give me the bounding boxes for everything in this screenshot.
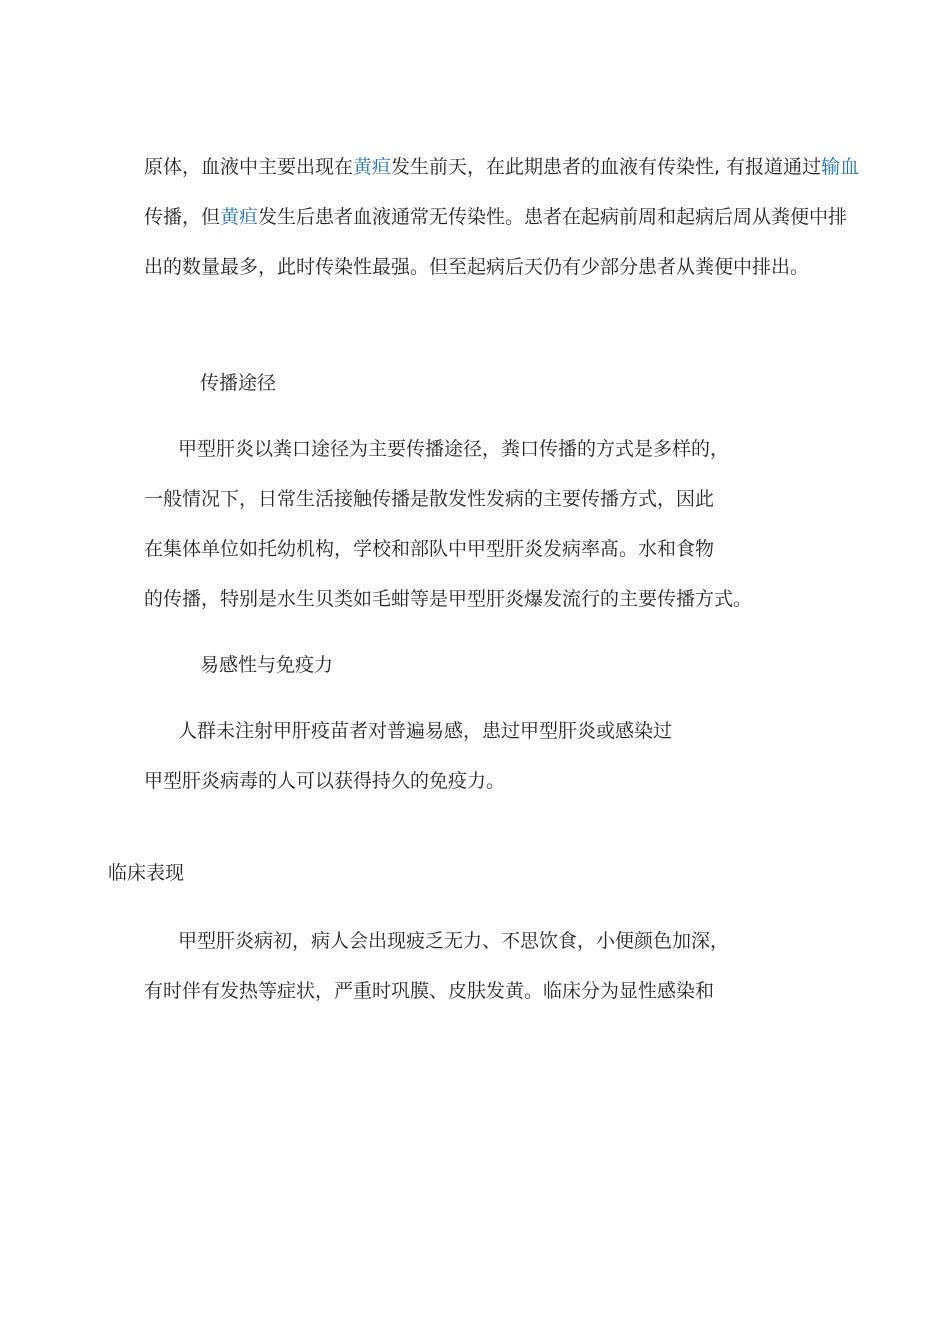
- paragraph-1-line-1: [144, 154, 859, 180]
- link-jaundice[interactable]: 黄疸: [220, 206, 259, 228]
- section-heading-transmission: 传播途径: [200, 372, 277, 394]
- transmission-line-1: 甲型肝炎以粪口途径为主要传播途径，粪口传播的方式是多样的，: [178, 438, 730, 460]
- susceptibility-line-1: 人群未注射甲肝疫苗者对普遍易感，患过甲型肝炎或感染过: [178, 720, 673, 742]
- link-jaundice[interactable]: 黄疸: [353, 156, 392, 178]
- link-blood-transfusion[interactable]: 输血: [821, 156, 860, 178]
- text-segment: 传播，但: [144, 206, 221, 228]
- clinical-line-1: 甲型肝炎病初，病人会出现疲乏无力、不思饮食，小便颜色加深，: [178, 930, 730, 952]
- transmission-line-4: 的传播，特别是水生贝类如毛蚶等是甲型肝炎爆发流行的主要传播方式。: [144, 588, 753, 610]
- text-segment: 发生后患者血液通常无传染性。患者在起病前周和起病后周从粪便中排: [258, 206, 848, 228]
- paragraph-1-line-2: [144, 204, 847, 230]
- paragraph-1-line-3: 出的数量最多，此时传染性最强。但至起病后天仍有少部分患者从粪便中排出。: [144, 256, 810, 278]
- transmission-line-2: 一般情况下，日常生活接触传播是散发性发病的主要传播方式，因此: [144, 488, 715, 510]
- transmission-line-3: 在集体单位如托幼机构，学校和部队中甲型肝炎发病率髙。水和食物: [144, 538, 715, 560]
- section-heading-susceptibility: 易感性与免疫力: [200, 654, 334, 676]
- susceptibility-line-2: 甲型肝炎病毒的人可以获得持久的免疫力。: [144, 770, 506, 792]
- section-heading-clinical: 临床表现: [108, 862, 185, 884]
- text-segment: 发生前天，在此期患者的血液有传染性, 有报道通过: [391, 156, 822, 178]
- clinical-line-2: 有时伴有发热等症状，严重时巩膜、皮肤发黄。临床分为显性感染和: [144, 980, 715, 1002]
- text-segment: 原体，血液中主要出现在: [144, 156, 354, 178]
